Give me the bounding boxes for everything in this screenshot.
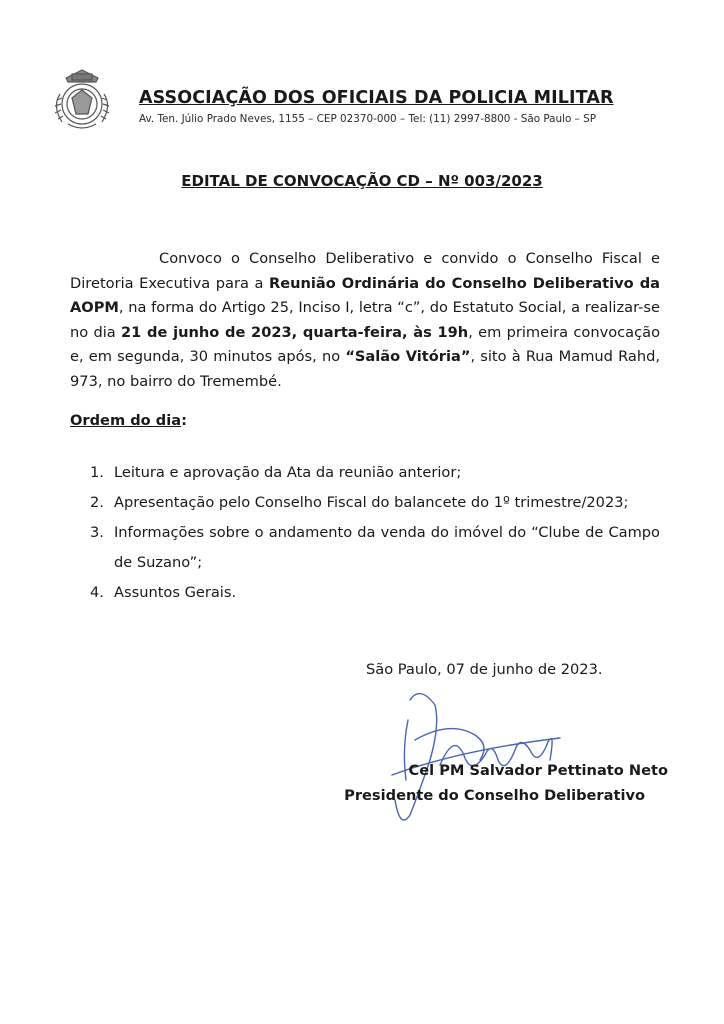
document-title: EDITAL DE CONVOCAÇÃO CD – Nº 003/2023 [181, 172, 543, 190]
list-item [90, 458, 660, 488]
paragraph-text: , em primeira convocação e, em segunda, 30 minutos após, no [70, 323, 660, 365]
paragraph-text: Convoco o Conselho Deliberativo e convido o Conselho Fiscal e Diretoria Executiva para a [70, 250, 660, 292]
police-crest-icon [46, 64, 118, 136]
list-item [90, 518, 660, 578]
item-text: Assuntos Gerais. [114, 584, 237, 601]
place-and-date: São Paulo, 07 de junho de 2023. [366, 661, 603, 678]
organization-name: ASSOCIAÇÃO DOS OFICIAIS DA POLICIA MILITAR [139, 88, 614, 108]
agenda-heading-colon: : [181, 412, 187, 429]
item-text: Apresentação pelo Conselho Fiscal do balancete do 1º trimestre/2023; [114, 494, 629, 511]
item-text: Informações sobre o andamento da venda do imóvel do “Clube de Campo de Suzano”; [114, 524, 660, 571]
signer-role: Presidente do Conselho Deliberativo [344, 787, 645, 804]
item-number: 3. [90, 524, 104, 541]
agenda-heading [70, 412, 187, 429]
agenda-heading-text: Ordem do dia [70, 412, 182, 429]
paragraph-text: , na forma do Artigo 25, Inciso I, letra “c”, do Estatuto Social, a realizar-se no dia [70, 299, 660, 341]
item-text: Leitura e aprovação da Ata da reunião anterior; [114, 464, 462, 481]
item-number: 2. [90, 494, 104, 511]
list-item [90, 578, 660, 608]
handwritten-signature [380, 680, 580, 830]
list-item [90, 488, 660, 518]
meeting-name: Reunião Ordinária do Conselho Deliberativo da AOPM [70, 274, 661, 316]
agenda-list [90, 458, 660, 608]
item-number: 4. [90, 584, 104, 601]
meeting-date: 21 de junho de 2023, quarta-feira, às 19h [121, 323, 469, 341]
paragraph-text: , sito à Rua Mamud Rahd, 973, no bairro do Tremembé. [70, 348, 661, 390]
item-number: 1. [90, 464, 104, 481]
organization-address: Av. Ten. Júlio Prado Neves, 1155 – CEP 02370-000 – Tel: (11) 2997-8800 - São Paulo – SP [139, 113, 597, 125]
meeting-venue: “Salão Vitória” [345, 348, 471, 365]
convocation-paragraph [70, 247, 660, 394]
signer-name: Cel PM Salvador Pettinato Neto [408, 762, 668, 779]
